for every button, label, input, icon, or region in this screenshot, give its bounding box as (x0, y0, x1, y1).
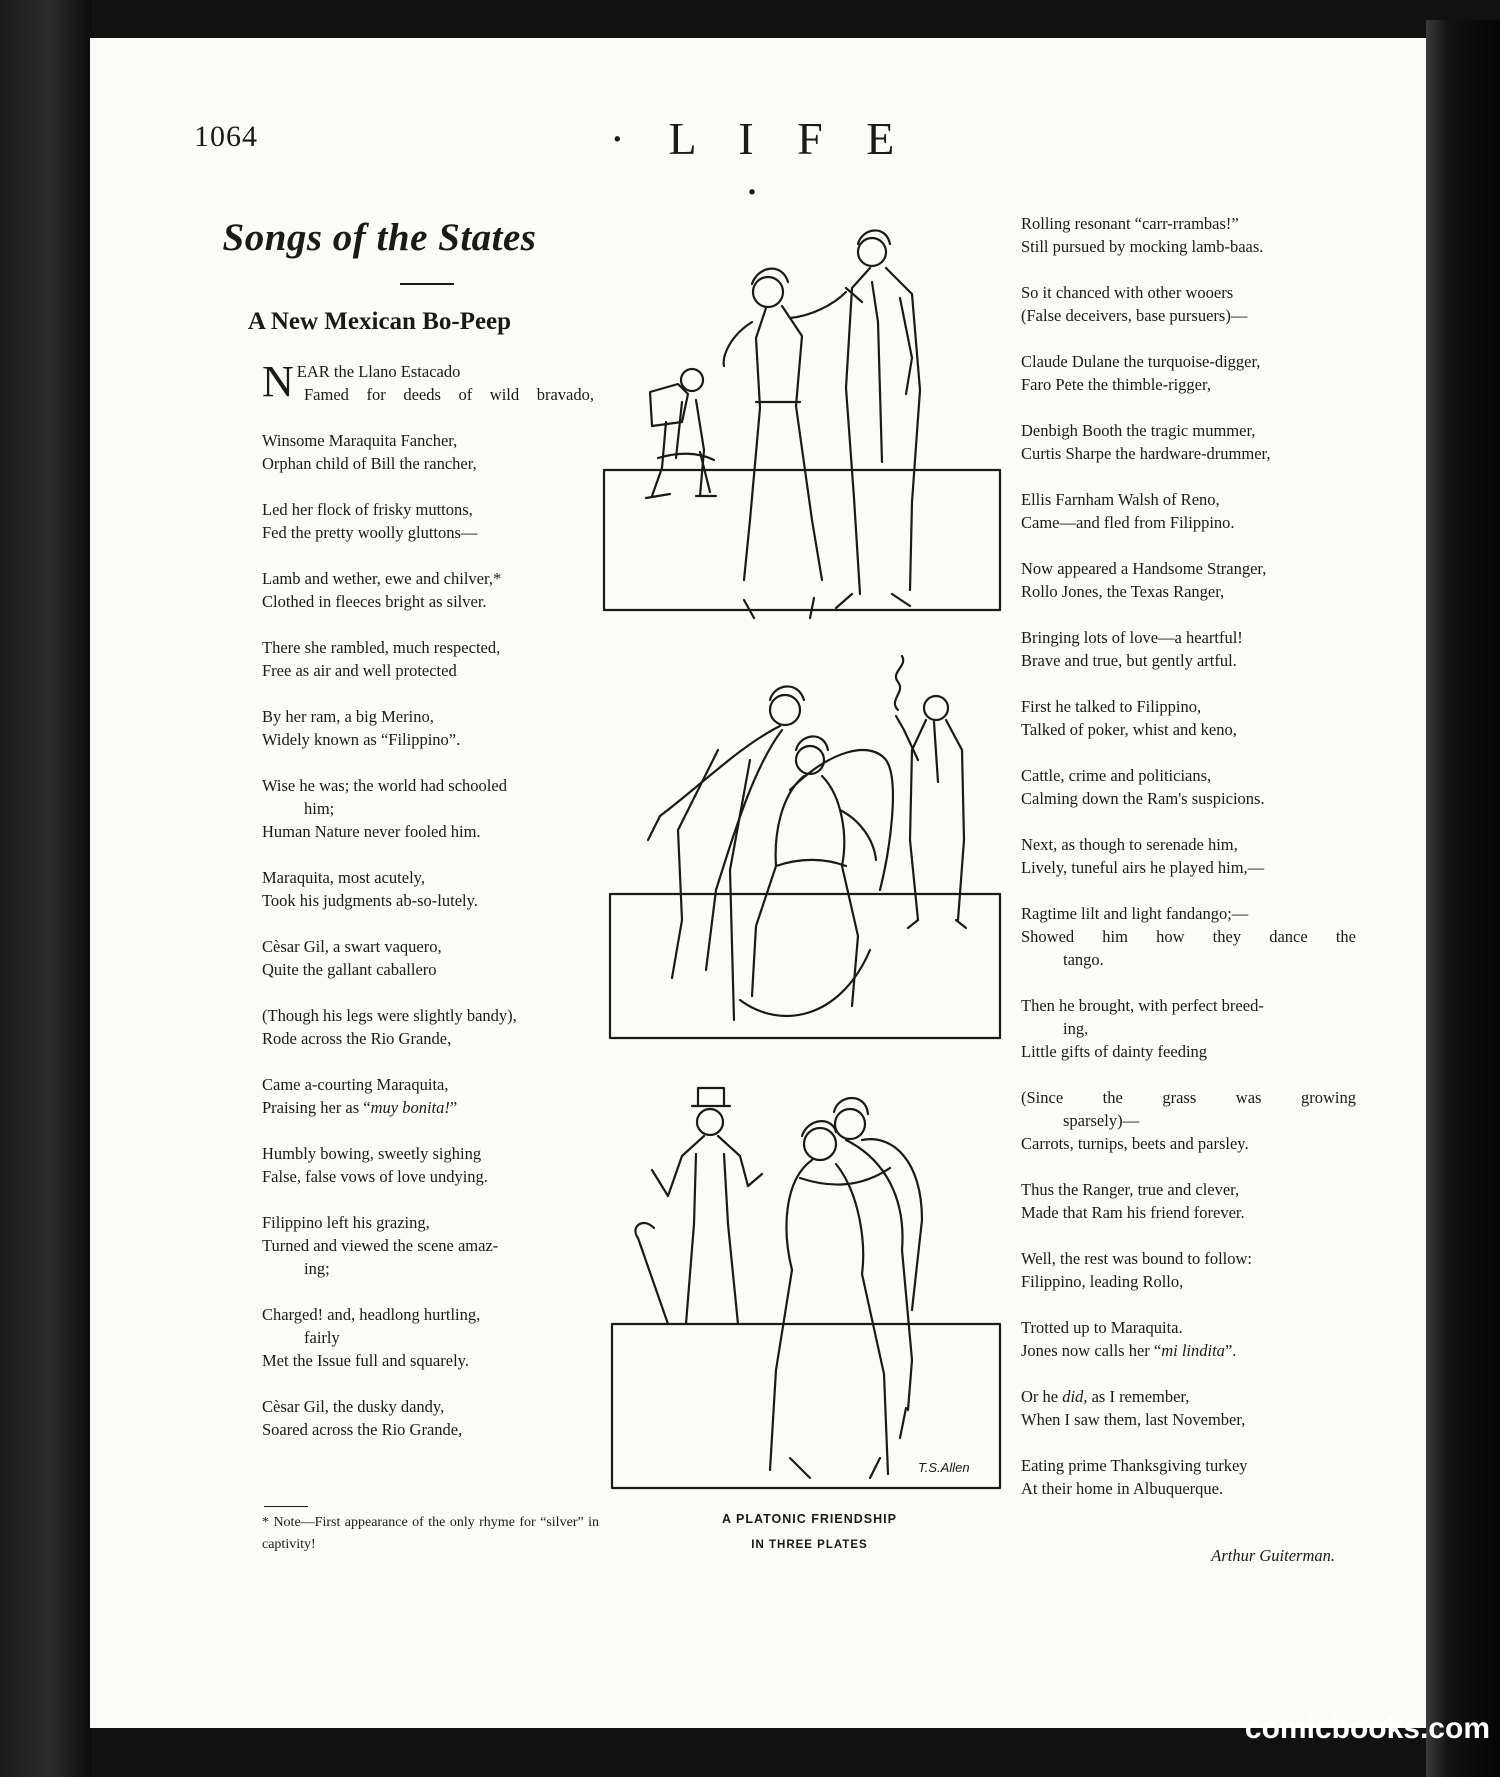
poem-line: Thus the Ranger, true and clever, (1021, 1180, 1240, 1199)
stanza (262, 357, 594, 406)
plate-3-illustration (600, 1078, 1010, 1498)
stanza (1021, 902, 1356, 971)
poem-line: At their home in Albuquerque. (1021, 1479, 1224, 1498)
stanza (1021, 350, 1356, 396)
poem-line: Showed him how they dance the (1021, 927, 1356, 946)
poem-line: Talked of poker, whist and keno, (1021, 720, 1237, 739)
line-end: as I remember, (1087, 1387, 1190, 1406)
stanza (1021, 695, 1356, 741)
quote-open: Praising her as “ (262, 1098, 371, 1117)
plate-1-illustration (600, 222, 1010, 627)
poem-line: Little gifts of dainty feeding (1021, 1042, 1208, 1061)
poem-line: So it chanced with other wooers (1021, 283, 1234, 302)
poem-line (1021, 1385, 1356, 1408)
poem-line: Humbly bowing, sweetly sighing (262, 1144, 482, 1163)
footnote-rule (264, 1506, 308, 1507)
poem-line: (Since the grass was growing (1021, 1088, 1356, 1107)
poem-line: (False deceivers, base pursuers)— (1021, 306, 1248, 325)
stanza (262, 567, 594, 613)
caption-subtitle: IN THREE PLATES (751, 1539, 868, 1551)
stanza (1021, 1454, 1356, 1500)
scan-right-edge (1426, 20, 1500, 1777)
illustration-caption (612, 1506, 1007, 1558)
footnote: * Note—First appearance of the only rhyme for “silver” in captivity! (262, 1515, 599, 1552)
plate-2-illustration (600, 650, 1010, 1055)
poem-line: Claude Dulane the turquoise-digger, (1021, 352, 1261, 371)
stanza (262, 1004, 594, 1050)
author-byline: Arthur Guiterman. (1211, 1546, 1335, 1565)
poem-line: Came a-courting Maraquita, (262, 1075, 449, 1094)
poem-line: sparsely)— (1063, 1111, 1140, 1130)
poem-line: Came—and fled from Filippino. (1021, 513, 1235, 532)
stanza (262, 705, 594, 751)
poem-line: Faro Pete the thimble-rigger, (1021, 375, 1211, 394)
poem-line: There she rambled, much respected, (262, 638, 501, 657)
poem-line: Took his judgments ab-so-lutely. (262, 891, 478, 910)
page-number: 1064 (194, 120, 258, 153)
scan-left-edge (0, 0, 92, 1777)
stanza (262, 866, 594, 912)
stanza (1021, 419, 1356, 465)
stanza (262, 935, 594, 981)
stanza (1021, 833, 1356, 879)
poem-line: Trotted up to Maraquita. (1021, 1318, 1183, 1337)
poem-line: False, false vows of love undying. (262, 1167, 488, 1186)
poem-line: Bringing lots of love—a heartful! (1021, 628, 1243, 647)
title-divider (400, 283, 454, 285)
stanza (1021, 281, 1356, 327)
stanza (262, 1395, 594, 1441)
emphasis: did, (1062, 1387, 1088, 1406)
poem-line: (Though his legs were slightly bandy), (262, 1006, 517, 1025)
masthead: · L I F E · (609, 113, 911, 217)
stanza (262, 1303, 594, 1372)
line-start: Or he (1021, 1387, 1063, 1406)
poem-line: Eating prime Thanksgiving turkey (1021, 1456, 1248, 1475)
poem-line: Quite the gallant caballero (262, 960, 437, 979)
poem-right-column (1021, 212, 1356, 1523)
poem-line: Rolling resonant “carr-rrambas!” (1021, 214, 1239, 233)
stanza (1021, 994, 1356, 1063)
stanza (1021, 1316, 1356, 1362)
stanza (262, 636, 594, 682)
quote-open: Jones now calls her “ (1021, 1341, 1162, 1360)
poem-line: Cèsar Gil, a swart vaquero, (262, 937, 442, 956)
poem-line: Wise he was; the world had schooled (262, 776, 507, 795)
poem-line: Human Nature never fooled him. (262, 822, 481, 841)
poem-line: By her ram, a big Merino, (262, 707, 434, 726)
stanza (262, 1142, 594, 1188)
poem-line: Denbigh Booth the tragic mummer, (1021, 421, 1256, 440)
poem-line: Curtis Sharpe the hardware-drummer, (1021, 444, 1271, 463)
stanza (262, 774, 594, 843)
artist-signature: T.S.Allen (918, 1460, 970, 1475)
stanza (1021, 488, 1356, 534)
poem-line: Turned and viewed the scene amaz- (262, 1236, 499, 1255)
caption-title: A PLATONIC FRIENDSHIP (722, 1512, 897, 1526)
poem-line: Filippino left his grazing, (262, 1213, 430, 1232)
poem-line: tango. (1063, 950, 1104, 969)
poem-line: Filippino, leading Rollo, (1021, 1272, 1184, 1291)
poem-line: Now appeared a Handsome Stranger, (1021, 559, 1267, 578)
stanza (262, 1211, 594, 1280)
poem-subtitle: A New Mexican Bo-Peep (247, 308, 512, 335)
spanish-phrase: muy bonita! (370, 1098, 450, 1117)
poem-left-column (262, 357, 594, 1464)
poem-line: Cattle, crime and politicians, (1021, 766, 1212, 785)
poem-line: Widely known as “Filippino”. (262, 730, 461, 749)
poem-line: Fed the pretty woolly gluttons— (262, 523, 478, 542)
poem-line: Led her flock of frisky muttons, (262, 500, 473, 519)
stanza (1021, 626, 1356, 672)
spanish-phrase: mi lindita (1161, 1341, 1225, 1360)
stanza (1021, 557, 1356, 603)
stanza (1021, 1385, 1356, 1431)
poem-line: Then he brought, with perfect breed- (1021, 996, 1264, 1015)
stanza (262, 429, 594, 475)
poem-line: Lively, tuneful airs he played him,— (1021, 858, 1265, 877)
poem-line: Free as air and well protected (262, 661, 457, 680)
stanza (1021, 1178, 1356, 1224)
poem-line: Maraquita, most acutely, (262, 868, 425, 887)
source-watermark: comicbooks.com (1244, 1712, 1490, 1745)
poem-line: Well, the rest was bound to follow: (1021, 1249, 1253, 1268)
poem-line: Lamb and wether, ewe and chilver,* (262, 569, 502, 588)
stanza (1021, 764, 1356, 810)
poem-line: EAR the Llano Estacado (296, 362, 461, 381)
poem-line: him; (304, 799, 335, 818)
poem-line: Clothed in fleeces bright as silver. (262, 592, 487, 611)
poem-line: Famed for deeds of wild bravado, (304, 385, 594, 404)
poem-line: Rode across the Rio Grande, (262, 1029, 452, 1048)
quote-close: ”. (1224, 1341, 1237, 1360)
stanza (1021, 212, 1356, 258)
drop-cap: N (262, 357, 294, 406)
poem-line (1021, 1339, 1356, 1362)
poem-line: Made that Ram his friend forever. (1021, 1203, 1245, 1222)
stanza (262, 1073, 594, 1119)
quote-close: ” (449, 1098, 458, 1117)
poem-line: ing; (304, 1259, 330, 1278)
poem-line: fairly (304, 1328, 340, 1347)
poem-line: Winsome Maraquita Fancher, (262, 431, 458, 450)
poem-line: Calming down the Ram's suspicions. (1021, 789, 1265, 808)
poem-line: Next, as though to serenade him, (1021, 835, 1238, 854)
poem-line: Ellis Farnham Walsh of Reno, (1021, 490, 1220, 509)
poem-line: Orphan child of Bill the rancher, (262, 454, 477, 473)
poem-line: When I saw them, last November, (1021, 1410, 1246, 1429)
poem-line: Ragtime lilt and light fandango;— (1021, 904, 1249, 923)
stanza (1021, 1247, 1356, 1293)
poem-line: Brave and true, but gently artful. (1021, 651, 1237, 670)
poem-line: Rollo Jones, the Texas Ranger, (1021, 582, 1225, 601)
poem-line: Charged! and, headlong hurtling, (262, 1305, 481, 1324)
stanza (1021, 1086, 1356, 1155)
poem-title: Songs of the States (222, 216, 537, 259)
poem-line: First he talked to Filippino, (1021, 697, 1202, 716)
poem-line (262, 1096, 594, 1119)
poem-line: ing, (1063, 1019, 1089, 1038)
poem-line: Met the Issue full and squarely. (262, 1351, 469, 1370)
poem-line: Soared across the Rio Grande, (262, 1420, 463, 1439)
poem-line: Cèsar Gil, the dusky dandy, (262, 1397, 445, 1416)
stanza (262, 498, 594, 544)
poem-line: Still pursued by mocking lamb-baas. (1021, 237, 1264, 256)
poem-line: Carrots, turnips, beets and parsley. (1021, 1134, 1249, 1153)
